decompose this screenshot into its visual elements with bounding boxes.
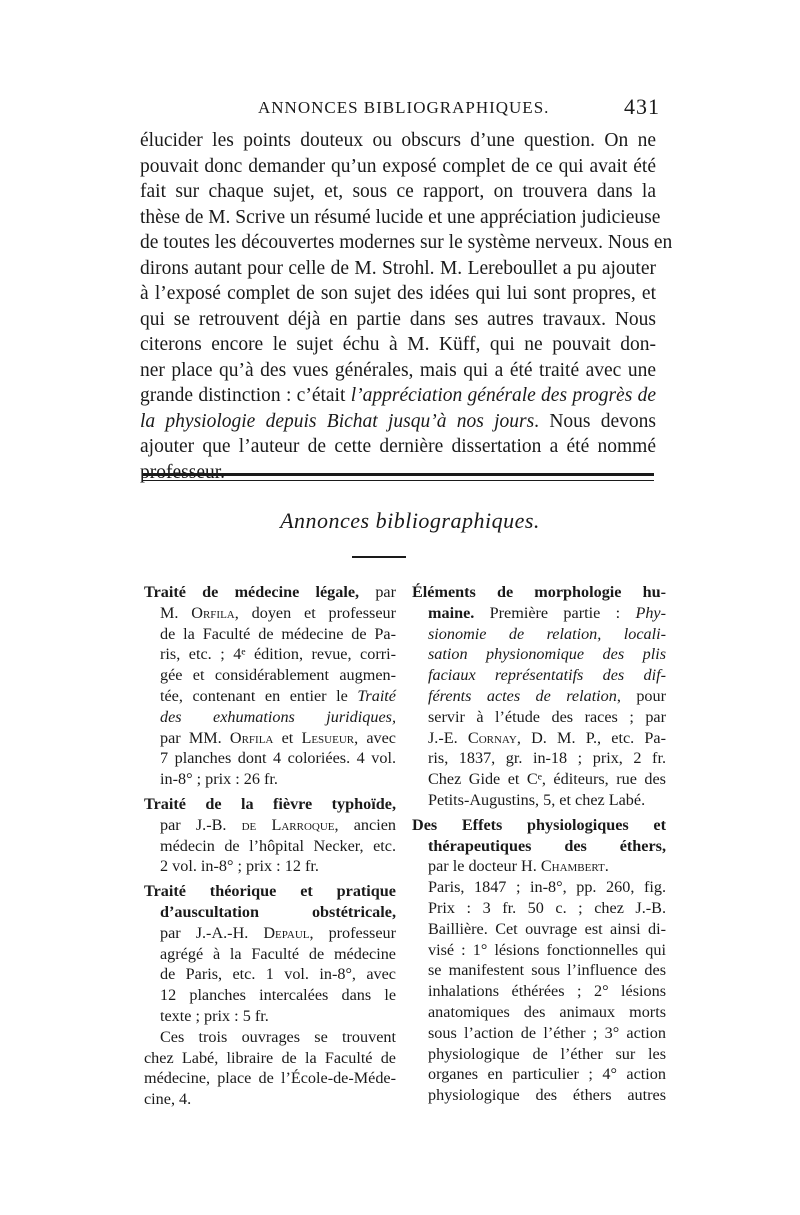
- entry-line: Baillière. Cet ouvrage est ainsi di-: [428, 919, 666, 938]
- entry-line: de Paris, etc. 1 vol. in-8°, avec: [160, 965, 396, 984]
- announcement-note: [144, 1027, 396, 1110]
- italic-segment: la physiologie depuis Bichat jusqu’à nos jours: [140, 410, 535, 432]
- announcement-entry: [144, 794, 396, 877]
- italic-segment: l’appréciation générale des progrès de: [350, 385, 656, 406]
- entry-line: Prix : 3 fr. 50 c. ; chez J.-B.: [428, 898, 666, 917]
- entry-line: [144, 603, 396, 624]
- author-name: Cornay: [467, 728, 517, 747]
- text-segment: , doyen et professeur: [234, 603, 396, 622]
- text-segment: , ancien: [334, 815, 396, 834]
- entry-line: [144, 582, 396, 603]
- italic-segment: Phy-: [635, 603, 666, 622]
- text-segment: par J.-A.-H.: [160, 923, 264, 942]
- text-segment: .: [604, 857, 609, 876]
- entry-line: [412, 603, 666, 624]
- text-line: qui se retrouvent déjà en partie dans ses autres travaux. Nous: [140, 308, 656, 330]
- main-text-block: [140, 128, 673, 485]
- entry-line: ris, 1837, gr. in-18 ; prix, 2 fr.: [428, 749, 666, 768]
- entry-line: sionomie de relation, locali-: [428, 624, 666, 643]
- text-line: pouvait donc demander qu’un exposé complet de ce qui avait été: [140, 155, 656, 177]
- entry-line: 12 planches intercalées dans le: [160, 986, 396, 1005]
- text-segment: et: [273, 728, 302, 747]
- entry-line: physiologique de l’éther sur les: [428, 1044, 666, 1063]
- entry-line: 7 planches dont 4 coloriées. 4 vol.: [160, 749, 396, 768]
- text-line: thèse de M. Scrive un résumé lucide et une appréciation judicieuse: [140, 206, 661, 228]
- section-divider-thick: [142, 473, 654, 476]
- entry-line: médecin de l’hôpital Necker, etc.: [160, 836, 396, 855]
- text-line: élucider les points douteux ou obscurs d’une question. On ne: [140, 130, 656, 151]
- entry-line: in-8° ; prix : 26 fr.: [160, 770, 278, 789]
- text-line: ner place qu’à des vues générales, mais qui a été traité avec une: [140, 359, 656, 381]
- text-segment: par: [359, 583, 396, 601]
- page-number: 431: [624, 94, 660, 119]
- author-name: Orfila: [191, 603, 235, 622]
- text-line: [140, 383, 656, 409]
- entry-line: [412, 728, 666, 749]
- running-head-title: ANNONCES BIBLIOGRAPHIQUES.: [258, 98, 550, 117]
- title-underline: [352, 556, 406, 558]
- text-line: dirons autant pour celle de M. Strohl. M. Lereboullet a pu ajouter: [140, 257, 656, 279]
- entry-title: Traité théorique et pratique: [144, 882, 396, 901]
- announcement-entry: [144, 582, 396, 790]
- entry-title: d’auscultation obstétricale,: [160, 902, 396, 921]
- text-line: ajouter que l’auteur de cette dernière dissertation a été nommé: [140, 436, 656, 457]
- entry-line: ris, etc. ; 4ᵉ édition, revue, corri-: [160, 645, 396, 664]
- text-segment: grande distinction : c’était: [140, 385, 351, 406]
- text-segment: . Nous devons: [534, 410, 656, 432]
- entry-line: Paris, 1847 ; in-8°, pp. 260, fig.: [428, 878, 666, 897]
- entry-line: texte ; prix : 5 fr.: [160, 1006, 269, 1025]
- author-name: Lesueur: [301, 728, 355, 747]
- entry-line: Chez Gide et Cᵉ, éditeurs, rue des: [428, 770, 666, 789]
- text-line: [140, 409, 656, 435]
- text-line: à l’exposé complet de son sujet des idées qui lui sont propres, et: [140, 283, 656, 304]
- author-name: Chambert: [540, 857, 605, 876]
- entry-line: [144, 728, 396, 749]
- text-line: citerons encore le sujet échu à M. Küff, qui ne pouvait don-: [140, 334, 656, 355]
- entry-line: chez Labé, libraire de la Faculté de: [144, 1048, 396, 1067]
- entry-title: Éléments de morphologie hu-: [412, 583, 666, 601]
- entry-title: Traité de médecine légale,: [144, 583, 360, 601]
- text-segment: M.: [160, 603, 192, 622]
- entry-line: se manifestent sous l’influence des: [428, 961, 666, 980]
- text-segment: , pour: [616, 686, 666, 705]
- text-segment: par J.-B.: [160, 815, 242, 834]
- entry-line: visé : 1° lésions fonctionnelles qui: [428, 940, 666, 959]
- announcement-entry: [412, 582, 666, 811]
- entry-line: servir à l’étude des races ; par: [428, 707, 666, 726]
- entry-line: 2 vol. in-8° ; prix : 12 fr.: [160, 857, 319, 876]
- right-column: [412, 582, 666, 1106]
- entry-title: Des Effets physiologiques et: [412, 815, 666, 834]
- entry-line: sous l’action de l’éther ; 3° action: [428, 1023, 666, 1042]
- entry-line: inhalations éthérées ; 2° lésions: [428, 982, 666, 1001]
- entry-title: Traité de la fièvre typhoïde,: [144, 794, 396, 813]
- entry-line: faciaux représentatifs des dif-: [428, 666, 666, 685]
- entry-line: agrégé à la Faculté de médecine: [160, 944, 396, 963]
- entry-line: Ces trois ouvrages se trouvent: [160, 1027, 396, 1046]
- announcement-entry: [412, 815, 666, 1106]
- entry-line: gée et considérablement augmen-: [160, 666, 396, 685]
- entry-title: maine.: [428, 603, 475, 622]
- entry-title: thérapeutiques des éthers,: [428, 836, 666, 855]
- entry-line: [144, 923, 396, 944]
- author-name: Depaul: [263, 923, 310, 942]
- text-segment: par MM.: [160, 728, 230, 747]
- section-title: Annonces bibliographiques.: [280, 508, 540, 533]
- entry-line: organes en particulier ; 4° action: [428, 1065, 666, 1084]
- italic-segment: férents actes de relation: [428, 686, 617, 705]
- text-segment: par le docteur H.: [428, 857, 541, 876]
- text-line: de toutes les découvertes modernes sur le système nerveux. Nous en: [140, 232, 673, 253]
- entry-line: médecine, place de l’École-de-Méde-: [144, 1069, 396, 1088]
- left-column: [144, 582, 396, 1110]
- text-segment: J.-E.: [428, 728, 468, 747]
- section-divider-thin: [142, 480, 654, 481]
- text-segment: tée, contenant en entier le: [160, 686, 358, 705]
- entry-line: Petits-Augustins, 5, et chez Labé.: [428, 790, 646, 809]
- author-name: de Larroque: [241, 815, 335, 834]
- entry-line: cine, 4.: [144, 1090, 192, 1109]
- text-line: professeur.: [140, 461, 226, 483]
- entry-line: [412, 856, 666, 877]
- text-line: fait sur chaque sujet, et, sous ce rapport, on trouvera dans la: [140, 181, 656, 202]
- entry-line: sation physionomique des plis: [428, 645, 666, 664]
- italic-segment: Traité: [357, 686, 396, 705]
- entry-line: des exhumations juridiques,: [160, 707, 396, 726]
- text-segment: , professeur: [309, 923, 396, 942]
- entry-line: de la Faculté de médecine de Pa-: [160, 624, 396, 643]
- author-name: Orfila: [229, 728, 274, 747]
- text-segment: , avec: [354, 728, 396, 747]
- entry-line: physiologique des éthers autres: [428, 1086, 666, 1105]
- entry-line: [412, 686, 666, 707]
- entry-line: anatomiques des animaux morts: [428, 1002, 666, 1021]
- text-segment: , D. M. P., etc. Pa-: [516, 728, 666, 747]
- entry-line: [144, 815, 396, 836]
- text-segment: Première partie :: [474, 603, 636, 622]
- entry-line: [144, 686, 396, 707]
- announcement-entry: [144, 881, 396, 1027]
